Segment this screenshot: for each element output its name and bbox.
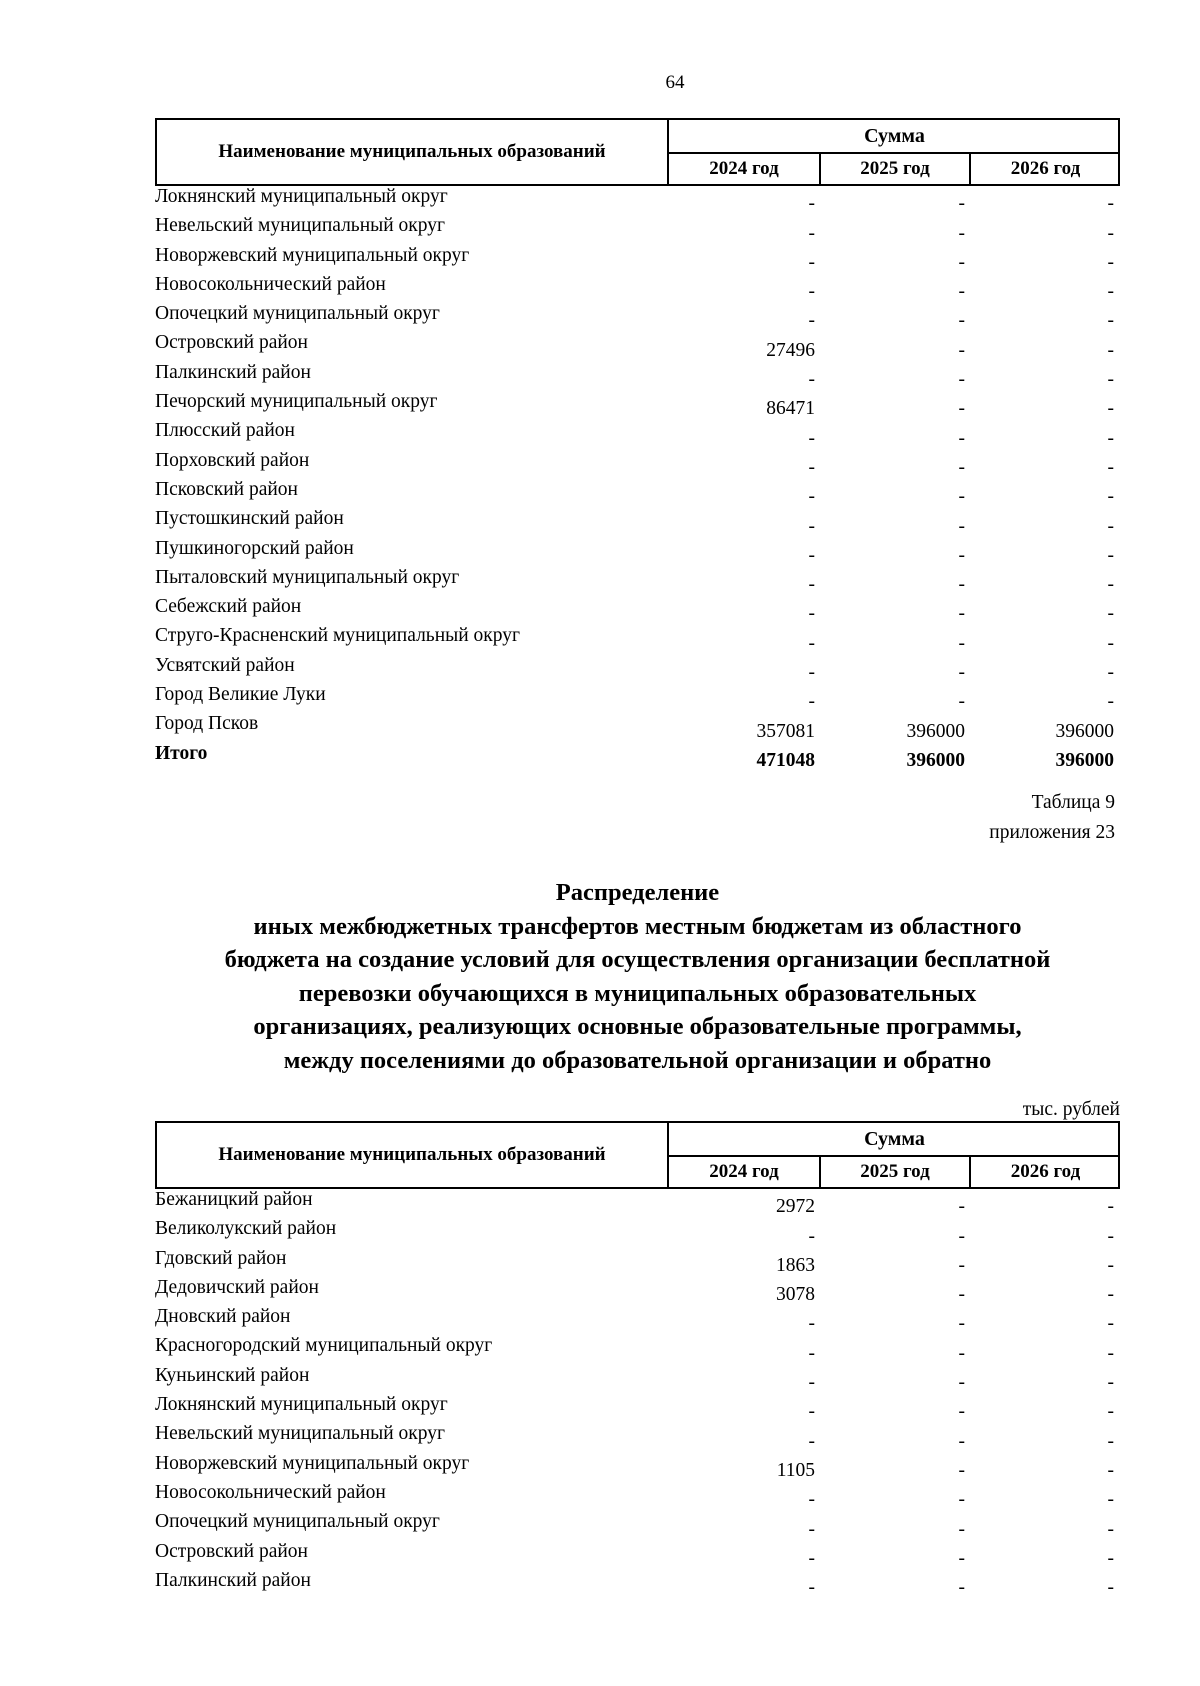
value-2024: - <box>808 1401 815 1423</box>
value-2026: - <box>1107 1372 1114 1394</box>
value-2026: - <box>1107 1342 1114 1364</box>
value-2025: - <box>958 1430 965 1452</box>
title-line: перевозки обучающихся в муниципальных образовательных <box>298 979 977 1007</box>
value-2025: - <box>958 222 965 244</box>
value-2025: - <box>958 1489 965 1511</box>
value-2024: - <box>808 310 815 332</box>
value-2024: 1863 <box>776 1254 815 1276</box>
value-2024: - <box>808 544 815 566</box>
value-2024: 86471 <box>766 398 815 420</box>
table-row <box>155 1570 1120 1599</box>
value-2026: - <box>1107 544 1114 566</box>
row-name: Город Псков <box>155 713 259 735</box>
value-2026: - <box>1107 662 1114 684</box>
value-2025: - <box>958 369 965 391</box>
value-2026: - <box>1107 632 1114 654</box>
title-line: организациях, реализующих основные образовательные программы, <box>253 1013 1022 1040</box>
value-2026: - <box>1107 193 1114 215</box>
value-2024: 1105 <box>776 1459 815 1481</box>
value-2024: - <box>808 1430 815 1452</box>
row-name: Дновский район <box>155 1306 291 1328</box>
table-row <box>155 1423 1120 1452</box>
table-row <box>155 567 1120 596</box>
value-2026: 396000 <box>1055 720 1114 742</box>
units-label: тыс. рублей <box>1022 1099 1120 1120</box>
value-2026: - <box>1107 339 1114 361</box>
value-2026: - <box>1107 369 1114 391</box>
value-2025: - <box>958 544 965 566</box>
row-name: Невельский муниципальный округ <box>155 1423 446 1445</box>
table-row <box>155 596 1120 625</box>
value-2024: 27496 <box>766 339 815 361</box>
row-name: Пыталовский муниципальный округ <box>155 566 460 588</box>
value-2025: - <box>958 1577 965 1599</box>
value-2024: - <box>808 1489 815 1511</box>
table-row <box>155 1365 1120 1394</box>
value-2026: - <box>1107 486 1114 508</box>
table-row <box>155 625 1120 654</box>
table-row <box>155 450 1120 479</box>
value-2024: - <box>808 1313 815 1335</box>
total-2026: 396000 <box>1055 749 1114 771</box>
value-2026: - <box>1107 456 1114 478</box>
total-2025: 396000 <box>906 749 965 771</box>
value-2026: - <box>1107 1547 1114 1569</box>
row-name: Новосокольнический район <box>155 273 386 295</box>
table-body <box>155 1189 1120 1599</box>
value-2026: - <box>1107 1518 1114 1540</box>
value-2025: - <box>958 310 965 332</box>
column-header-sum: Сумма <box>669 120 1120 154</box>
table-row <box>155 186 1120 215</box>
table-row <box>155 508 1120 537</box>
row-name: Новосокольнический район <box>155 1481 386 1503</box>
table-header <box>155 118 1120 186</box>
value-2025: 396000 <box>906 720 965 742</box>
value-2026: - <box>1107 1284 1114 1306</box>
value-2024: - <box>808 1225 815 1247</box>
value-2024: - <box>808 251 815 273</box>
column-header-2026: 2026 год <box>1010 1161 1081 1182</box>
row-name: Палкинский район <box>155 361 311 383</box>
value-2024: - <box>808 691 815 713</box>
value-2024: - <box>808 1372 815 1394</box>
value-2026: - <box>1107 281 1114 303</box>
document-title <box>150 876 1125 1077</box>
value-2026: - <box>1107 515 1114 537</box>
table-row <box>155 538 1120 567</box>
value-2026: - <box>1107 1225 1114 1247</box>
total-2024: 471048 <box>756 749 815 771</box>
value-2026: - <box>1107 1313 1114 1335</box>
table-row <box>155 684 1120 713</box>
column-header-name: Наименование муниципальных образований <box>157 120 669 184</box>
row-name: Невельский муниципальный округ <box>155 215 446 237</box>
table-row <box>155 1189 1120 1218</box>
value-2026: - <box>1107 1254 1114 1276</box>
value-2024: - <box>808 1342 815 1364</box>
row-name: Новоржевский муниципальный округ <box>155 1452 470 1474</box>
value-2024: - <box>808 456 815 478</box>
row-name: Пушкиногорский район <box>155 537 354 559</box>
row-name: Город Великие Луки <box>155 684 326 706</box>
table-row <box>155 215 1120 244</box>
table-row <box>155 1306 1120 1335</box>
row-name: Локнянский муниципальный округ <box>155 186 448 207</box>
row-name: Себежский район <box>155 596 302 618</box>
value-2025: - <box>958 427 965 449</box>
column-header-name: Наименование муниципальных образований <box>157 1123 669 1187</box>
value-2025: - <box>958 1518 965 1540</box>
row-name: Усвятский район <box>155 654 295 676</box>
value-2025: - <box>958 603 965 625</box>
column-header-2024: 2024 год <box>669 154 821 184</box>
row-name: Опочецкий муниципальный округ <box>155 1511 440 1533</box>
row-name: Бежаницкий район <box>155 1189 313 1210</box>
value-2025: - <box>958 398 965 420</box>
title-line: бюджета на создание условий для осуществления организации бесплатной <box>224 946 1051 973</box>
value-2025: - <box>958 662 965 684</box>
value-2024: - <box>808 1518 815 1540</box>
table-row <box>155 1482 1120 1511</box>
value-2026: - <box>1107 1489 1114 1511</box>
row-name: Дедовичский район <box>155 1276 319 1298</box>
table-row <box>155 420 1120 449</box>
value-2025: - <box>958 193 965 215</box>
title-line: между поселениями до образовательной организации и обратно <box>283 1046 992 1074</box>
page-number: 64 <box>665 72 685 93</box>
value-2026: - <box>1107 1459 1114 1481</box>
value-2026: - <box>1107 251 1114 273</box>
value-2024: - <box>808 281 815 303</box>
table-row <box>155 362 1120 391</box>
value-2025: - <box>958 515 965 537</box>
row-name: Островский район <box>155 332 308 354</box>
table-row <box>155 1335 1120 1364</box>
value-2026: - <box>1107 427 1114 449</box>
value-2025: - <box>958 691 965 713</box>
table-row <box>155 1511 1120 1540</box>
value-2026: - <box>1107 1430 1114 1452</box>
title-line: Распределение <box>555 879 720 906</box>
title-line: иных межбюджетных трансфертов местным бюджетам из областного <box>253 912 1022 940</box>
value-2025: - <box>958 1254 965 1276</box>
row-name: Островский район <box>155 1540 308 1562</box>
column-header-sum: Сумма <box>669 1123 1120 1157</box>
value-2024: - <box>808 427 815 449</box>
row-name: Порховский район <box>155 449 310 471</box>
value-2025: - <box>958 1313 965 1335</box>
value-2024: 3078 <box>776 1284 815 1306</box>
value-2026: - <box>1107 222 1114 244</box>
row-name: Локнянский муниципальный округ <box>155 1394 448 1416</box>
value-2026: - <box>1107 1196 1114 1218</box>
row-name: Палкинский район <box>155 1569 311 1591</box>
value-2026: - <box>1107 1401 1114 1423</box>
value-2024: 357081 <box>756 720 815 742</box>
row-name: Пустошкинский район <box>155 508 344 530</box>
row-name: Опочецкий муниципальный округ <box>155 303 440 325</box>
value-2024: - <box>808 515 815 537</box>
column-header-2025: 2025 год <box>821 154 971 184</box>
table-row <box>155 1277 1120 1306</box>
table-row <box>155 655 1120 684</box>
row-name: Струго-Красненский муниципальный округ <box>155 625 521 647</box>
value-2025: - <box>958 1459 965 1481</box>
value-2025: - <box>958 1225 965 1247</box>
row-name: Псковский район <box>155 478 298 500</box>
value-2026: - <box>1107 574 1114 596</box>
row-name: Великолукский район <box>155 1218 337 1240</box>
value-2024: - <box>808 662 815 684</box>
row-name: Красногородский муниципальный округ <box>155 1335 493 1357</box>
value-2025: - <box>958 1372 965 1394</box>
value-2025: - <box>958 1196 965 1218</box>
table-row <box>155 479 1120 508</box>
value-2025: - <box>958 456 965 478</box>
distribution-table-2 <box>155 1121 1120 1599</box>
value-2025: - <box>958 281 965 303</box>
value-2026: - <box>1107 1577 1114 1599</box>
value-2025: - <box>958 486 965 508</box>
table-row <box>155 274 1120 303</box>
value-2024: - <box>808 632 815 654</box>
table-row <box>155 245 1120 274</box>
value-2025: - <box>958 251 965 273</box>
value-2024: - <box>808 603 815 625</box>
row-name: Новоржевский муниципальный округ <box>155 244 470 266</box>
value-2025: - <box>958 574 965 596</box>
value-2025: - <box>958 1547 965 1569</box>
table-header <box>155 1121 1120 1189</box>
value-2024: - <box>808 369 815 391</box>
value-2025: - <box>958 1401 965 1423</box>
value-2025: - <box>958 339 965 361</box>
value-2026: - <box>1107 398 1114 420</box>
table-row <box>155 332 1120 361</box>
table-row <box>155 1394 1120 1423</box>
value-2026: - <box>1107 603 1114 625</box>
distribution-table-1 <box>155 118 1120 772</box>
value-2026: - <box>1107 691 1114 713</box>
value-2024: - <box>808 222 815 244</box>
row-name: Печорский муниципальный округ <box>155 391 438 413</box>
table-row <box>155 1218 1120 1247</box>
total-row <box>155 743 1120 772</box>
table-row <box>155 303 1120 332</box>
appendix-label: приложения 23 <box>989 822 1115 843</box>
table-row <box>155 1453 1120 1482</box>
value-2024: - <box>808 486 815 508</box>
total-label: Итого <box>155 742 208 764</box>
value-2024: - <box>808 574 815 596</box>
row-name: Плюсский район <box>155 420 295 442</box>
table-row <box>155 391 1120 420</box>
value-2024: - <box>808 193 815 215</box>
column-header-2024: 2024 год <box>669 1157 821 1187</box>
table-number-label: Таблица 9 <box>1031 792 1115 813</box>
table-body <box>155 186 1120 743</box>
column-header-2026: 2026 год <box>1010 158 1081 179</box>
table-row <box>155 1248 1120 1277</box>
value-2024: 2972 <box>776 1196 815 1218</box>
value-2024: - <box>808 1577 815 1599</box>
value-2025: - <box>958 1284 965 1306</box>
row-name: Куньинский район <box>155 1364 310 1386</box>
value-2025: - <box>958 632 965 654</box>
table-row <box>155 713 1120 742</box>
table-row <box>155 1541 1120 1570</box>
column-header-2025: 2025 год <box>821 1157 971 1187</box>
value-2026: - <box>1107 310 1114 332</box>
value-2025: - <box>958 1342 965 1364</box>
value-2024: - <box>808 1547 815 1569</box>
row-name: Гдовский район <box>155 1247 287 1269</box>
